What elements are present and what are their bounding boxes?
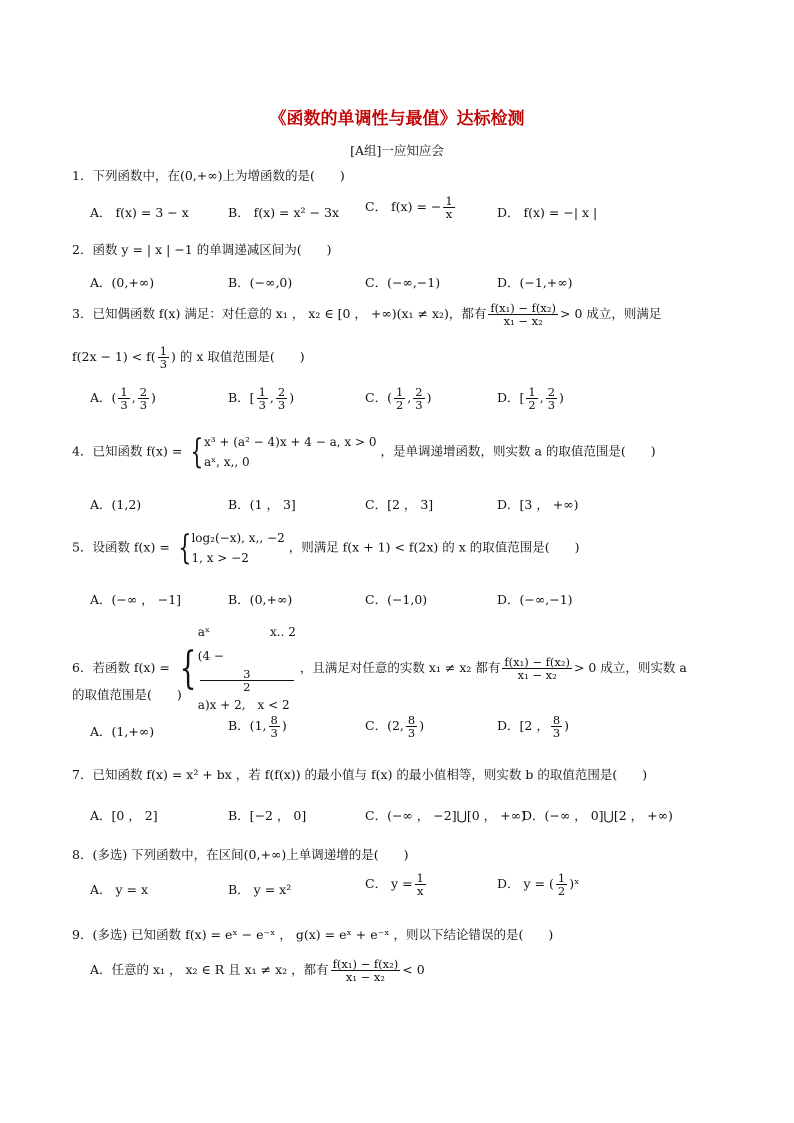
fraction-denominator: 3 [270, 726, 278, 741]
option-close: < 0 [402, 962, 425, 978]
fraction-numerator: 3 [200, 668, 294, 681]
fraction-numerator: 1 [445, 194, 453, 208]
question-3-stem-text: 3．已知偶函数 f(x) 满足：对任意的 x₁ ， x₂ ∈ [0 ， +∞)(x₁ ≠ x₂)，都有 [72, 306, 487, 322]
fraction-denominator: x₁ − x₂ [345, 970, 386, 985]
fraction [138, 386, 149, 411]
question-4-option-d: D．[3 ， +∞) [497, 497, 579, 512]
question-1-option-a: A． f(x) = 3 − x [90, 205, 189, 220]
fraction-numerator: 2 [139, 385, 148, 399]
fraction-denominator: x₁ − x₂ [503, 314, 543, 329]
fraction-numerator: f(x₁) − f(x₂) [504, 655, 570, 669]
fraction-numerator: 1 [528, 385, 536, 399]
option-close: ) [559, 390, 564, 406]
option-close: ) [289, 390, 295, 406]
question-5-option-b: B．(0,+∞) [228, 592, 293, 607]
fraction-numerator: 8 [552, 713, 561, 727]
fraction-denominator: 3 [415, 398, 423, 413]
question-9-option-a [90, 958, 425, 983]
page-subtitle: [A组]一应知应会 [350, 143, 444, 158]
fraction-denominator: 3 [258, 398, 266, 413]
fraction-denominator: 3 [159, 357, 168, 372]
question-3-option-a: A．( $\frac{1}{3}$ , $\frac{2}{3}$ ) [90, 385, 156, 413]
option-c-text: C． f(x) = − [365, 199, 442, 215]
option-close: ) [426, 390, 432, 406]
question-1-option-b: B． f(x) = x² − 3x [228, 205, 339, 220]
question-5-stem-text-end: ，则满足 f(x + 1) < f(2x) 的 x 的取值范围是( ) [288, 539, 580, 555]
fraction-denominator: 3 [120, 398, 128, 413]
question-2-stem: 2．函数 y = | x | −1 的单调递减区间为( ) [72, 242, 332, 257]
fraction-denominator: 2 [243, 680, 251, 695]
question-1-option-d: D． f(x) = −| x | [497, 205, 598, 220]
option-label: B．[ [228, 390, 255, 406]
question-6-option-d [497, 714, 569, 739]
fraction [443, 195, 454, 220]
fraction-numerator: 2 [547, 385, 556, 399]
fraction-numerator: 1 [159, 344, 168, 358]
question-7-stem: 7．已知函数 f(x) = x² + bx ，若 f(f(x)) 的最小值与 f(x) 的最小值相等，则实数 b 的取值范围是( ) [72, 767, 648, 782]
fraction-denominator: 2 [528, 398, 536, 413]
left-brace-icon: { [190, 432, 204, 472]
question-6-stem-text-mid: ，且满足对任意的实数 x₁ ≠ x₂ 都有 [299, 660, 501, 676]
question-5-option-d: D．(−∞,−1) [497, 592, 573, 607]
fraction-denominator: 3 [407, 726, 416, 741]
question-4-stem [72, 432, 656, 472]
option-label: A．( [90, 390, 117, 406]
piecewise-cases [204, 432, 377, 472]
fraction [257, 386, 268, 411]
fraction [394, 386, 405, 411]
fraction [488, 302, 558, 327]
option-label: C． y = [365, 876, 413, 892]
question-3-option-b: B．[ $\frac{1}{3}$ , $\frac{2}{3}$ ) [228, 385, 295, 413]
question-5-option-c: C．(−1,0) [365, 592, 428, 607]
question-2-option-d: D．(−1,+∞) [497, 275, 573, 290]
fraction-numerator: 1 [416, 871, 424, 885]
fraction [556, 872, 567, 897]
case-1: log₂(−x), x,, −2 [191, 531, 285, 545]
question-7-option-d: D．(−∞ ， 0]⋃[2 ， +∞) [522, 808, 673, 823]
question-4-option-b: B．(1 ， 3] [228, 497, 296, 512]
fraction [406, 714, 417, 739]
question-4-option-a: A．(1,2) [90, 497, 142, 512]
case-1: x³ + (a² − 4)x + 4 − a, x > 0 [203, 435, 377, 449]
page-title: 《函数的单调性与最值》达标检测 [269, 109, 525, 129]
left-brace-icon: { [179, 642, 197, 694]
question-3-stem [72, 302, 661, 327]
fraction-numerator: f(x₁) − f(x₂) [332, 957, 399, 971]
case-2 [198, 644, 296, 717]
question-3-option-c: C．( $\frac{1}{2}$ , $\frac{2}{3}$ ) [365, 385, 432, 413]
fraction-denominator: 3 [547, 398, 556, 413]
question-3-line2-text: f(2x − 1) < f( [72, 349, 156, 365]
fraction-denominator: x [416, 884, 424, 899]
question-9-stem: 9．(多选) 已知函数 f(x) = eˣ − e⁻ˣ ， g(x) = eˣ + e⁻ˣ ，则以下结论错误的是( ) [72, 927, 554, 942]
fraction [546, 386, 557, 411]
fraction-numerator: f(x₁) − f(x₂) [490, 301, 557, 315]
fraction-numerator: 8 [407, 713, 416, 727]
piecewise-cases [198, 620, 296, 717]
fraction-denominator: x₁ − x₂ [517, 668, 557, 683]
question-1-option-c [365, 195, 457, 220]
fraction [502, 656, 572, 681]
question-8-option-a: A． y = x [90, 882, 149, 897]
fraction [415, 872, 426, 897]
question-2-option-b: B．(−∞,0) [228, 275, 293, 290]
question-1-stem: 1．下列函数中，在(0,+∞)上为增函数的是( ) [72, 168, 345, 183]
fraction [200, 668, 294, 693]
question-5-stem [72, 528, 580, 568]
question-8-option-d [497, 872, 579, 897]
option-label: A．任意的 x₁ ， x₂ ∈ R 且 x₁ ≠ x₂ ，都有 [90, 962, 329, 978]
question-3-line2 [72, 345, 305, 370]
question-4-stem-text-end: ，是单调递增函数，则实数 a 的取值范围是( ) [380, 443, 656, 459]
option-label: D． y = ( [497, 876, 554, 892]
fraction-denominator: 2 [395, 398, 404, 413]
fraction [276, 386, 287, 411]
question-3-option-d: D．[ $\frac{1}{2}$ , $\frac{2}{3}$ ) [497, 385, 564, 413]
fraction-numerator: 1 [395, 385, 404, 399]
option-close: ) [419, 718, 425, 734]
fraction-denominator: x [445, 207, 453, 222]
fraction-numerator: 1 [258, 385, 266, 399]
question-6-option-b [228, 714, 287, 739]
case-1: aˣ x.. 2 [197, 625, 296, 639]
question-3-line2-text-end: ) 的 x 取值范围是( ) [171, 349, 305, 365]
option-close: ) [564, 718, 570, 734]
fraction [526, 386, 537, 411]
fraction-denominator: 3 [277, 398, 286, 413]
fraction-numerator: 8 [270, 713, 278, 727]
fraction [158, 345, 169, 370]
piecewise-cases [191, 528, 284, 568]
question-6-stem-text-end: > 0 成立，则实数 a [573, 660, 687, 676]
question-6-option-c [365, 714, 424, 739]
fraction-denominator: 3 [139, 398, 148, 413]
question-2-option-c: C．(−∞,−1) [365, 275, 441, 290]
question-4-option-c: C．[2 ， 3] [365, 497, 434, 512]
fraction-numerator: 1 [120, 385, 128, 399]
question-6-line2: 的取值范围是( ) [72, 687, 182, 702]
fraction-denominator: 2 [557, 884, 566, 899]
question-8-stem: 8．(多选) 下列函数中，在区间(0,+∞)上单调递增的是( ) [72, 847, 409, 862]
question-8-option-c [365, 872, 428, 897]
question-2-option-a: A．(0,+∞) [90, 275, 155, 290]
question-4-stem-text: 4．已知函数 f(x) = [72, 443, 183, 459]
fraction [118, 386, 129, 411]
question-6-stem-text: 6．若函数 f(x) = [72, 660, 170, 676]
question-5-stem-text: 5．设函数 f(x) = [72, 539, 170, 555]
fraction [413, 386, 424, 411]
fraction [331, 958, 401, 983]
fraction [551, 714, 562, 739]
case-2-text-end: a)x + 2, x < 2 [197, 698, 290, 713]
case-2: aˣ, x,, 0 [203, 455, 250, 469]
option-label: D．[2 ， [497, 718, 549, 734]
option-label: B．(1, [228, 718, 267, 734]
option-close: ) [281, 718, 287, 734]
fraction-numerator: 2 [415, 385, 423, 399]
option-label: D．[ [497, 390, 525, 406]
fraction-numerator: 2 [277, 385, 286, 399]
left-brace-icon: { [178, 528, 192, 568]
question-3-stem-text-end: > 0 成立，则满足 [560, 306, 662, 322]
question-6-option-a: A．(1,+∞) [90, 724, 155, 739]
option-close: )ˣ [569, 876, 580, 892]
option-label: C．(2, [365, 718, 404, 734]
fraction [269, 714, 280, 739]
question-7-option-a: A．[0 ， 2] [90, 808, 158, 823]
question-5-option-a: A．(−∞ ， −1] [90, 592, 182, 607]
fraction-denominator: 3 [552, 726, 561, 741]
question-8-option-b: B． y = x² [228, 882, 292, 897]
case-2: 1, x > −2 [191, 551, 249, 565]
option-close: ) [151, 390, 156, 406]
case-2-text: (4 − [197, 649, 224, 663]
question-7-option-c: C．(−∞ ， −2]⋃[0 ， +∞) [365, 808, 526, 823]
fraction-numerator: 1 [557, 871, 566, 885]
question-7-option-b: B．[−2 ， 0] [228, 808, 307, 823]
option-label: C．( [365, 390, 392, 406]
